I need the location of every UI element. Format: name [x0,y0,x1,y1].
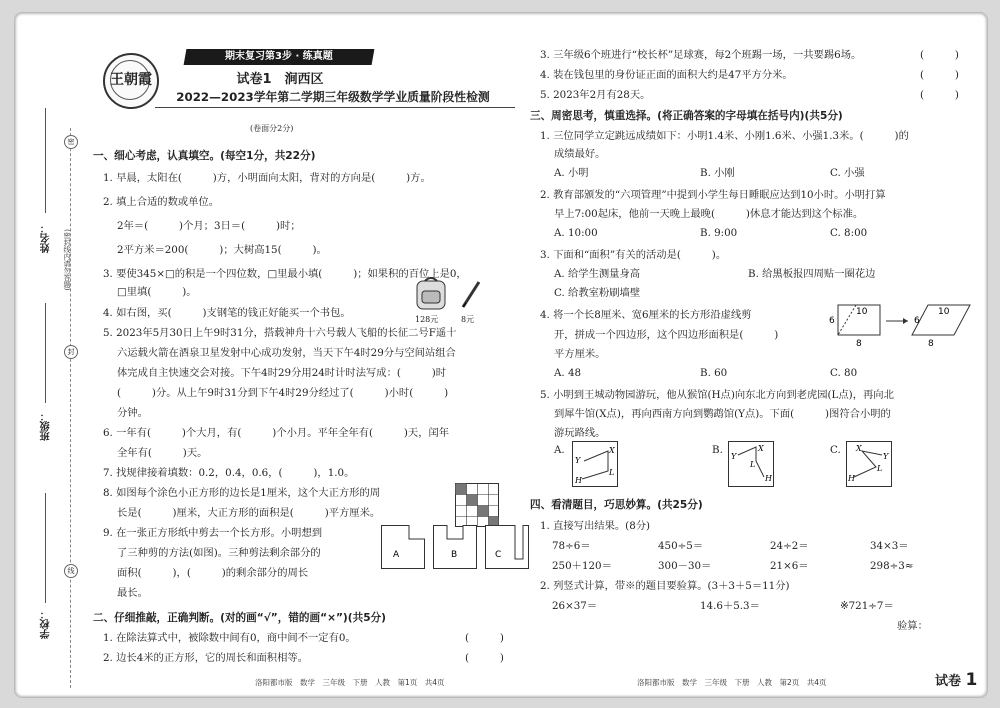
cut-shape-b [433,525,477,574]
cut-shape-c [485,525,529,574]
cut-label-b: B [451,550,458,560]
svg-text:Y: Y [883,452,889,461]
judge-q3: 3. 三年级6个班进行“校长杯”足球赛，每2个班踢一场，一共要踢6场。 [540,49,862,61]
calc-2-2: 300－30＝ [658,560,712,572]
route-opt-b-label[interactable]: B. [712,444,723,456]
judge-q4-answer[interactable]: ( ) [920,69,959,81]
review-banner: 期末复习第3步 · 练真题 [184,49,375,65]
choice-q5-l2: 到犀牛馆(X点)，再向西南方向到鹦鹉馆(Y点)。下面( )图符合小明的 [554,408,891,420]
choice-q3-opt-c[interactable]: C. 给教室粉刷墙壁 [554,287,641,299]
backpack-price: 128元 [415,315,439,324]
fill-q1: 1. 早晨，太阳在( )方，小明面向太阳，背对的方向是( )方。 [103,172,431,184]
fill-q5-l4: ( )分。从上午9时31分到下午4时29分经过了( )小时( ) [117,387,449,399]
rectangle-cut-figure [828,299,978,356]
fill-q9-l3: 面积( )，( )的剩余部分的周长 [117,567,309,579]
choice-q2: 2. 教育部颁发的“六项管理”中提到小学生每日睡眠应达到10小时。小明打算 [540,189,886,201]
fill-q2-line1: 2年＝( )个月；3日＝( )时； [117,220,301,232]
footer-page-1: 洛阳都市版 数学 三年级 下册 人教 第1页 共4页 [255,678,445,687]
fill-q9-l2: 了三种剪的方法(如图)。三种剪法剩余部分的 [117,547,321,559]
fill-q8-l2: 长是( )厘米，大正方形的面积是( )平方厘米。 [117,507,381,519]
fill-q9: 9. 在一张正方形纸中剪去一个长方形。小明想到 [103,527,323,539]
svg-text:L: L [750,460,756,469]
choice-q1-opt-a[interactable]: A. 小明 [554,167,589,179]
choice-q4-opt-a[interactable]: A. 48 [554,367,582,379]
cut-shape-a [381,525,425,574]
svg-text:L: L [609,468,615,477]
svg-text:Y: Y [731,452,737,461]
judge-q1: 1. 在除法算式中，被除数中间有0，商中间不一定有0。 [103,632,356,644]
rect-left-label: 6 [829,316,835,326]
judge-q2-answer[interactable]: ( ) [465,652,504,664]
choice-q3-opt-a[interactable]: A. 给学生测量身高 [554,268,641,280]
choice-q4-l2: 开，拼成一个四边形，这个四边形面积是( ) [554,329,779,341]
choice-q1-opt-b[interactable]: B. 小刚 [700,167,735,179]
choice-q4-opt-c[interactable]: C. 80 [830,367,858,379]
choice-q3: 3. 下面和“面积”有关的活动是( )。 [540,249,727,261]
choice-q2-opt-c[interactable]: C. 8:00 [830,227,868,239]
svg-text:H: H [765,474,772,483]
fill-q8: 8. 如图每个涂色小正方形的边长是1厘米，这个大正方形的周 [103,487,381,499]
choice-q2-l2: 早上7:00起床，他前一天晚上最晚( )休息才能达到这个标准。 [554,208,864,220]
exam-sheet [14,12,988,698]
svg-text:X: X [856,444,862,453]
fill-q5-l5: 分钟。 [117,407,148,419]
rect-top-label: 10 [856,307,868,317]
seal-note: (密封线内请勿答题) [63,229,71,291]
judge-q2: 2. 边长4米的正方形，它的周长和面积相等。 [103,652,308,664]
pen-icon [459,279,483,314]
judge-q5: 5. 2023年2月有28天。 [540,89,651,101]
svg-text:L: L [877,464,883,473]
calc-q2: 2. 列竖式计算，带※的题目要验算。(3＋3＋5＝11分) [540,580,790,592]
para-top-label: 10 [938,307,950,317]
vertical-calc-2: 14.6＋5.3＝ [700,600,760,612]
judge-q3-answer[interactable]: ( ) [920,49,959,61]
neatness-note: (卷面分2分) [250,124,294,133]
class-label: 班级： [41,411,52,441]
fill-q6-l2: 全年有( )天。 [117,447,208,459]
fill-q5-l3: 体完成自主快速交会对接。下午4时29分用24时计时法写成：( )时 [117,367,447,379]
fill-q2-line2: 2平方米＝200( )；大树高15( )。 [117,244,327,256]
route-map-c [846,441,892,492]
calc-1-2: 450÷5＝ [658,540,704,552]
calc-2-3: 21×6＝ [770,560,809,572]
choice-q1-l2: 成绩最好。 [554,148,606,160]
rect-bottom-label: 8 [856,339,862,349]
judge-q5-answer[interactable]: ( ) [920,89,959,101]
svg-text:Y: Y [575,456,581,465]
publisher-logo: 王朝霞 [103,53,159,109]
exam-subtitle: 2022—2023学年第二学期三年级数学学业质量阶段性检测 [176,90,490,104]
route-map-a [572,441,618,492]
footer-page-2: 洛阳都市版 数学 三年级 下册 人教 第2页 共4页 [637,678,827,687]
calc-2-1: 250＋120＝ [552,560,612,572]
calc-q1: 1. 直接写出结果。(8分) [540,520,651,532]
choice-q4-opt-b[interactable]: B. 60 [700,367,728,379]
choice-q1: 1. 三位同学立定跳远成绩如下：小明1.4米、小刚1.6米、小强1.3米。( )的 [540,130,909,142]
svg-text:X: X [609,446,615,455]
choice-q5-l3: 游玩路线。 [554,427,606,439]
fill-q6: 6. 一年有( )个大月，有( )个小月。平年全年有( )天，闰年 [103,427,450,439]
calc-2-4: 298÷3≈ [870,560,914,572]
judge-q1-answer[interactable]: ( ) [465,632,504,644]
exam-number-badge: 试卷 1 [935,670,978,690]
seal-line [70,128,71,688]
para-left-label: 6 [914,316,920,326]
svg-text:H: H [848,474,855,483]
section-3-title: 三、周密思考，慎重选择。(将正确答案的字母填在括号内)(共5分) [530,110,843,122]
fill-q3-cont: □里填( )。 [117,286,197,298]
exam-title: 试卷1 涧西区 [236,72,324,87]
section-2-title: 二、仔细推敲，正确判断。(对的画“√”，错的画“×”)(共5分) [93,612,386,624]
fill-q3: 3. 要使345×□的积是一个四位数，□里最小填( )；如果积的百位上是0， [103,268,467,280]
pen-price: 8元 [461,315,475,324]
route-opt-a-label[interactable]: A. [554,444,565,456]
name-label: 姓名： [41,223,52,253]
choice-q2-opt-a[interactable]: A. 10:00 [554,227,598,239]
svg-text:H: H [575,476,582,485]
school-label: 学校： [41,609,52,639]
binding-margin [15,13,93,697]
cut-label-c: C [495,550,502,560]
fill-q2: 2. 填上合适的数或单位。 [103,196,220,208]
fill-q5: 5. 2023年5月30日上午9时31分，搭载神舟十六号载人飞船的长征二号F遥十 [103,327,457,339]
seal-feng: 封 [64,345,78,359]
para-bottom-label: 8 [928,339,934,349]
fill-q5-l2: 六运载火箭在酒泉卫星发射中心成功发射，当天下午4时29分与空间站组合 [117,347,456,359]
section-4-title: 四、看清题目，巧思妙算。(共25分) [530,499,703,511]
choice-q1-opt-c[interactable]: C. 小强 [830,167,865,179]
choice-q4: 4. 将一个长8厘米、宽6厘米的长方形沿虚线剪 [540,309,752,321]
fill-q9-l4: 最长。 [117,587,148,599]
route-map-b [728,441,774,492]
judge-q4: 4. 装在钱包里的身份证正面的面积大约是47平方分米。 [540,69,793,81]
vertical-calc-3: ※721÷7＝ [840,600,894,612]
seal-mi: 密 [64,135,78,149]
vertical-calc-1: 26×37＝ [552,600,598,612]
calc-1-3: 24÷2＝ [770,540,809,552]
backpack-icon [411,275,451,316]
fill-q4: 4. 如右图，买( )支钢笔的钱正好能买一个书包。 [103,307,351,319]
choice-q3-opt-b[interactable]: B. 给黑板报四周贴一圈花边 [748,268,876,280]
choice-q2-opt-b[interactable]: B. 9:00 [700,227,738,239]
choice-q5: 5. 小明到王城动物园游玩，他从猴馆(H点)向东北方向到老虎园(L点)，再向北 [540,389,894,401]
route-opt-c-label[interactable]: C. [830,444,841,456]
fill-q7: 7. 找规律接着填数：0.2，0.4，0.6，( )，1.0。 [103,467,355,479]
svg-text:X: X [758,444,764,453]
cut-label-a: A [393,550,400,560]
check-label: 验算： [897,620,928,632]
section-1-title: 一、细心考虑，认真填空。(每空1分，共22分) [93,150,316,162]
seal-xian: 线 [64,564,78,578]
calc-1-1: 78÷6＝ [552,540,591,552]
choice-q4-l3: 平方厘米。 [554,348,606,360]
calc-1-4: 34×3＝ [870,540,909,552]
